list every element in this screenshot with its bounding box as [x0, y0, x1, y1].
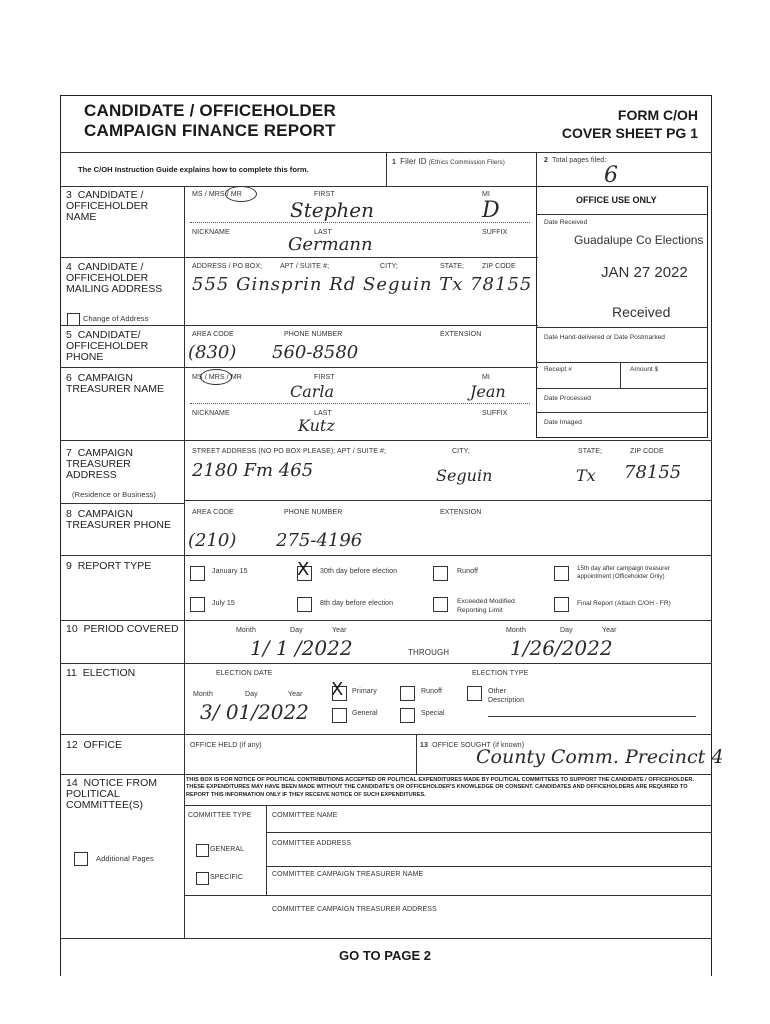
treasurer-nickname-label: NICKNAME [192, 410, 230, 417]
apt-label: APT / SUITE #; [280, 263, 330, 270]
treasurer-first-label: FIRST [314, 374, 335, 381]
city-label: CITY; [380, 263, 398, 270]
report-final-label: Final Report (Attach C/OH - FR) [577, 600, 671, 607]
divider [60, 440, 712, 441]
election-special-checkbox[interactable] [400, 708, 415, 723]
committee-treasurer-name-label: COMMITTEE CAMPAIGN TREASURER NAME [272, 871, 424, 878]
divider [536, 362, 708, 363]
divider [184, 500, 712, 501]
election-runoff-label: Runoff [421, 688, 443, 695]
period-day-label-2: Day [560, 627, 573, 634]
report-jan15-label: January 15 [212, 568, 248, 575]
divider [60, 367, 538, 368]
through-label: THROUGH [408, 648, 450, 657]
treasurer-suffix-label: SUFFIX [482, 410, 508, 417]
committee-treasurer-address-label: COMMITTEE CAMPAIGN TREASURER ADDRESS [272, 906, 437, 913]
treasurer-first-value[interactable]: Carla [290, 382, 335, 401]
section-5-label: 5 CANDIDATE/ OFFICEHOLDER PHONE [66, 329, 149, 363]
divider [60, 620, 712, 621]
election-primary-label: Primary [352, 688, 377, 695]
election-year-label: Year [288, 691, 303, 698]
dotted-rule [190, 222, 530, 223]
address-label: ADDRESS / PO BOX; [192, 263, 263, 270]
divider [60, 938, 712, 939]
treasurer-ext-label: EXTENSION [440, 509, 482, 516]
report-jan15-checkbox[interactable] [190, 566, 205, 581]
section-7-label: 7 CAMPAIGN TREASURER ADDRESS [66, 447, 133, 481]
period-year-label: Year [332, 627, 347, 634]
residence-note: (Residence or Business) [72, 490, 157, 499]
description-underline [488, 716, 696, 717]
additional-pages-checkbox[interactable] [74, 852, 88, 866]
section-14-label: 14 NOTICE FROM POLITICAL COMMITTEE(S) [66, 777, 158, 811]
period-year-label-2: Year [602, 627, 617, 634]
treasurer-last-label: LAST [314, 410, 332, 417]
divider [386, 152, 387, 186]
address-value[interactable]: 555 Ginsprin Rd Seguin Tx 78155 [192, 274, 533, 295]
divider [266, 805, 267, 895]
treasurer-state-label: STATE; [578, 448, 603, 455]
divider [60, 186, 538, 187]
additional-pages-label: Additional Pages [96, 854, 154, 863]
treasurer-street-value[interactable]: 2180 Fm 465 [192, 460, 314, 481]
candidate-mi-label: MI [482, 191, 490, 198]
report-30day-label: 30th day before election [320, 568, 398, 575]
section-11-label: 11 ELECTION [66, 667, 136, 679]
committee-type-label: COMMITTEE TYPE [188, 812, 252, 819]
election-type-label: ELECTION TYPE [472, 670, 529, 677]
election-runoff-checkbox[interactable] [400, 686, 415, 701]
report-runoff-checkbox[interactable] [433, 566, 448, 581]
section-9-label: 9 REPORT TYPE [66, 560, 152, 572]
report-exceeded-checkbox[interactable] [433, 597, 448, 612]
date-received-label: Date Received [544, 219, 588, 226]
divider [536, 152, 537, 186]
divider [184, 805, 712, 806]
report-exceeded-label: Exceeded Modified Reporting Limit [457, 598, 515, 614]
instruction-text: The C/OH Instruction Guide explains how to complete this form. [78, 165, 309, 174]
divider [60, 503, 184, 504]
election-special-label: Special [421, 710, 445, 717]
dotted-rule [190, 403, 530, 404]
candidate-nickname-label: NICKNAME [192, 229, 230, 236]
report-jul15-label: July 15 [212, 600, 235, 607]
divider [60, 257, 538, 258]
area-code-value[interactable]: (830) [188, 342, 237, 363]
committee-specific-checkbox[interactable] [196, 872, 209, 885]
election-general-checkbox[interactable] [332, 708, 347, 723]
candidate-last-label: LAST [314, 229, 332, 236]
treasurer-phone-value[interactable]: 275-4196 [276, 530, 363, 551]
treasurer-city-value[interactable]: Seguin [436, 466, 493, 485]
committee-general-label: GENERAL [210, 846, 245, 853]
divider [60, 663, 712, 664]
period-month-label: Month [236, 627, 256, 634]
report-final-checkbox[interactable] [554, 597, 569, 612]
stamp-line-2: JAN 27 2022 [601, 264, 688, 281]
treasurer-ms-label: MS / MRS / MR [192, 374, 242, 381]
election-date-label: ELECTION DATE [216, 670, 273, 677]
election-general-label: General [352, 710, 378, 717]
ms-circle [225, 186, 257, 202]
title-line-1: CANDIDATE / OFFICEHOLDER [84, 101, 336, 120]
treasurer-ms-circle [200, 369, 232, 385]
total-pages-label: 2 Total pages filed: [544, 157, 607, 164]
title-line-2: CAMPAIGN FINANCE REPORT [84, 121, 336, 140]
total-pages-value[interactable]: 6 [604, 163, 618, 188]
report-8day-checkbox[interactable] [297, 597, 312, 612]
candidate-first-label: FIRST [314, 191, 335, 198]
extension-label: EXTENSION [440, 331, 482, 338]
divider [184, 186, 185, 938]
divider [416, 734, 417, 774]
section-4-label: 4 CANDIDATE / OFFICEHOLDER MAILING ADDRESS [66, 261, 163, 295]
candidate-ms-label: MS / MRS / MR [192, 191, 242, 198]
treasurer-area-value[interactable]: (210) [188, 530, 237, 551]
candidate-last-value[interactable]: Germann [288, 234, 373, 255]
amount-label: Amount $ [630, 366, 659, 373]
office-use-title: OFFICE USE ONLY [576, 195, 657, 205]
committee-specific-label: SPECIFIC [210, 874, 244, 881]
candidate-first-value[interactable]: Stephen [290, 198, 374, 222]
section-10-label: 10 PERIOD COVERED [66, 623, 179, 635]
date-hand-delivered-label: Date Hand-delivered or Date Postmarked [544, 334, 665, 341]
treasurer-mi-label: MI [482, 374, 490, 381]
treasurer-mi-value[interactable]: Jean [470, 382, 506, 401]
report-8day-label: 8th day before election [320, 600, 394, 607]
section-12-label: 12 OFFICE [66, 739, 123, 751]
receipt-label: Receipt # [544, 366, 572, 373]
treasurer-phone-label: PHONE NUMBER [284, 509, 343, 516]
election-day-label: Day [245, 691, 258, 698]
stamp-line-1: Guadalupe Co Elections [574, 233, 704, 247]
go-to-page-2: GO TO PAGE 2 [339, 948, 431, 963]
report-jul15-checkbox[interactable] [190, 597, 205, 612]
treasurer-zip-label: ZIP CODE [630, 448, 664, 455]
committee-name-label: COMMITTEE NAME [272, 812, 338, 819]
stamp-line-3: Received [612, 304, 671, 320]
election-month-label: Month [193, 691, 213, 698]
form-id-line-1: FORM C/OH [617, 107, 698, 123]
period-month-label-2: Month [506, 627, 526, 634]
street-label: STREET ADDRESS (NO PO BOX PLEASE); APT / SUITE #; [192, 448, 387, 455]
period-to-value[interactable]: 1/26/2022 [510, 636, 613, 660]
area-code-label: AREA CODE [192, 331, 234, 338]
date-imaged-label: Date Imaged [544, 419, 582, 426]
election-primary-mark: X [331, 679, 344, 700]
divider [536, 388, 708, 389]
treasurer-zip-value[interactable]: 78155 [624, 462, 682, 483]
committee-general-checkbox[interactable] [196, 844, 209, 857]
divider [60, 734, 712, 735]
date-processed-label: Date Processed [544, 395, 591, 402]
office-sought-value[interactable]: County Comm. Precinct 4 [476, 746, 724, 768]
period-from-value[interactable]: 1/ 1 /2022 [250, 636, 353, 660]
election-date-value[interactable]: 3/ 01/2022 [200, 700, 309, 724]
report-15day-label: 15th day after campaign treasurer appointment (Officeholder Only) [577, 565, 670, 580]
divider [536, 412, 708, 413]
divider [536, 327, 708, 328]
divider [60, 555, 712, 556]
section-8-label: 8 CAMPAIGN TREASURER PHONE [66, 508, 172, 531]
election-other-checkbox[interactable] [467, 686, 482, 701]
divider [60, 774, 712, 775]
section-3-label: 3 CANDIDATE / OFFICEHOLDER NAME [66, 189, 149, 223]
phone-number-label: PHONE NUMBER [284, 331, 343, 338]
divider [266, 866, 712, 867]
treasurer-area-label: AREA CODE [192, 509, 234, 516]
candidate-suffix-label: SUFFIX [482, 229, 508, 236]
report-runoff-label: Runoff [457, 568, 479, 575]
treasurer-last-value[interactable]: Kutz [298, 416, 335, 435]
election-description-label: Description [488, 697, 525, 704]
divider [184, 895, 712, 896]
report-30day-mark: X [297, 559, 310, 580]
phone-number-value[interactable]: 560-8580 [272, 342, 359, 363]
candidate-mi-value[interactable]: D [482, 198, 500, 223]
treasurer-city-label: CITY; [452, 448, 470, 455]
divider [60, 325, 538, 326]
divider [620, 362, 621, 388]
report-15day-checkbox[interactable] [554, 566, 569, 581]
filer-id-label: 1 Filer ID (Ethics Commission Filers) [392, 157, 505, 166]
divider [536, 214, 708, 215]
state-label: STATE; [440, 263, 465, 270]
period-day-label: Day [290, 627, 303, 634]
form-id-line-2: COVER SHEET PG 1 [561, 125, 698, 141]
zip-label: ZIP CODE [482, 263, 516, 270]
treasurer-state-value[interactable]: Tx [576, 466, 596, 485]
notice-text: THIS BOX IS FOR NOTICE OF POLITICAL CONTRIBUTIONS ACCEPTED OR POLITICAL EXPENDITURES MADE BY POLITICAL COMMITTEES TO SUPPORT THE CANDIDATE / OFFICEHOLDER. THESE EXPENDITURES MAY HAVE BEEN MADE WITHOUT THE CANDIDATE'S OR OFFICEHOLDER'S KNOWLEDGE OR CONSENT. CANDIDATES AND OFFICEHOLDERS ARE REQUIRED TO REPORT THIS INFORMATION ONLY IF THEY RECEIVE NOTICE OF SUCH EXPENDITURES. [186, 777, 694, 798]
section-6-label: 6 CAMPAIGN TREASURER NAME [66, 372, 165, 395]
change-address-label: Change of Address [83, 314, 149, 323]
office-held-label: OFFICE HELD (if any) [190, 742, 262, 749]
election-other-label: Other [488, 688, 507, 695]
committee-address-label: COMMITTEE ADDRESS [272, 840, 352, 847]
divider [266, 832, 712, 833]
office-sought-label: 13 OFFICE SOUGHT (if known) [420, 742, 525, 749]
